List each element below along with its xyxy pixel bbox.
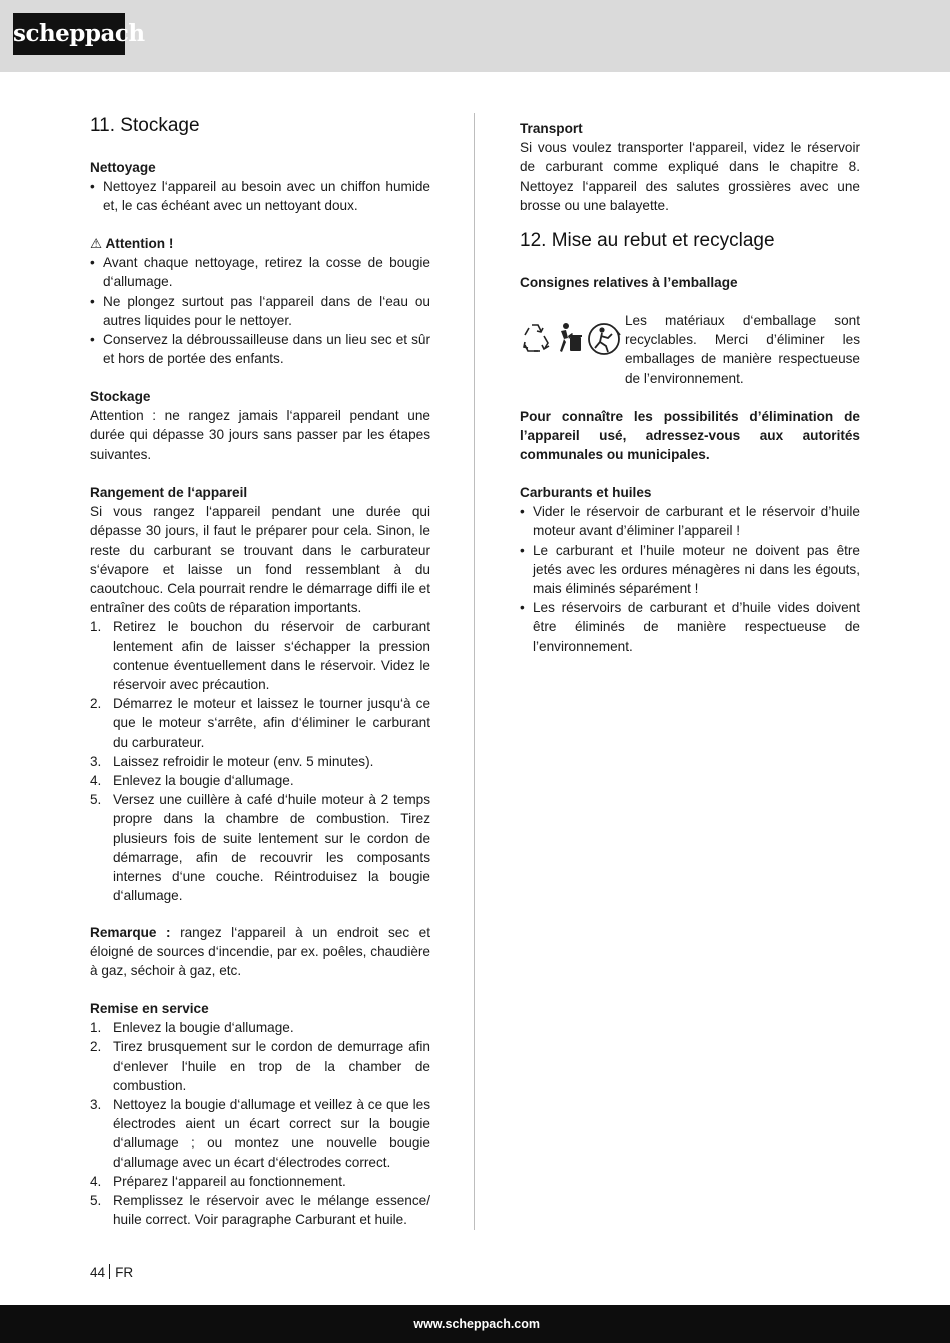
stockage-text: Attention : ne rangez jamais l‘appareil pendant une durée qui dépasse 30 jours sans passer par les étapes suivantes. [90, 408, 430, 462]
emballage-heading-block [520, 273, 860, 292]
recycle-icon [524, 325, 549, 351]
page-footer [0, 1305, 950, 1343]
list-item: 4. Enlevez la bougie d‘allumage. [90, 773, 294, 789]
attention-block [90, 234, 430, 368]
remarque-label: Remarque : [90, 925, 171, 940]
rangement-block [90, 483, 430, 905]
list-item: • Nettoyez l‘appareil au besoin avec un chiffon humide et, le cas échéant avec un nettoyant doux. [90, 179, 430, 214]
nettoyage-block [90, 158, 430, 216]
tidyman-bin-icon [560, 323, 582, 352]
nettoyage-heading: Nettoyage [90, 160, 156, 175]
list-item: 2. Démarrez le moteur et laissez le tourner jusqu‘à ce que le moteur s‘arrête, afin d‘éliminer le carburant du carburateur. [90, 696, 430, 750]
column-divider [474, 113, 475, 1230]
list-item: • Les réservoirs de carburant et d’huile vides doivent être éliminés de manière respectueuse de l’environnement. [520, 600, 860, 654]
remise-heading: Remise en service [90, 1001, 209, 1016]
section-title-12: 12. Mise au rebut et recyclage [520, 230, 775, 251]
transport-text: Si vous voulez transporter l‘appareil, videz le réservoir de carburant comme expliqué dans le chapitre 8. Nettoyez l‘appareil des salutes grossières avec une brosse ou une balayette. [520, 140, 860, 213]
list-item: • Avant chaque nettoyage, retirez la cosse de bougie d‘allumage. [90, 255, 430, 290]
carburants-block [520, 483, 860, 656]
list-item: 1. Retirez le bouchon du réservoir de carburant lentement afin de laisser s‘échapper la pression contenue éventuellement dans le réservoir. Videz le réservoir avec précaution. [90, 619, 430, 693]
recycling-person-icon [589, 324, 620, 354]
page-separator [109, 1264, 110, 1279]
stockage-block [90, 387, 430, 464]
transport-block [520, 119, 860, 215]
remarque-block [90, 923, 430, 981]
warning-icon: ⚠ [90, 236, 103, 251]
rangement-text: Si vous rangez l‘appareil pendant une durée qui dépasse 30 jours, il faut le préparer pour cela. Sinon, le reste du carburant se trouvant dans le carburateur s‘évapore et laisse un fond ressemblant à du caoutchouc. Cela pourrait rendre le démarrage diffi ile et entraîner des coûts de réparation importants. [90, 504, 430, 616]
remise-block [90, 999, 430, 1229]
disposal-icons [520, 318, 624, 360]
brand-logo: scheppach [13, 13, 125, 55]
carburants-heading: Carburants et huiles [520, 485, 652, 500]
attention-heading: ⚠ Attention ! [90, 236, 174, 251]
emballage-text: Les matériaux d‘emballage sont recyclables. Merci d’éliminer les emballages de manière respectueuse de l’environnement. [625, 313, 860, 386]
page-number: 44 FR [90, 1265, 134, 1280]
page-header [0, 0, 950, 72]
website-link[interactable]: www.scheppach.com [413, 1317, 540, 1331]
list-item: 5. Remplissez le réservoir avec le mélange essence/ huile correct. Voir paragraphe Carburant et huile. [90, 1193, 430, 1228]
list-item: 4. Préparez l‘appareil au fonctionnement. [90, 1173, 346, 1189]
list-item: 1. Enlevez la bougie d‘allumage. [90, 1020, 294, 1036]
list-item: 5. Versez une cuillère à café d‘huile moteur à 2 temps propre dans la chambre de combustion. Tirez plusieurs fois de suite lentement sur le cordon de démarrage, afin de recouvrir les composants internes d‘une couche. Réintroduisez la bougie d‘allumage. [90, 792, 430, 904]
stockage-heading: Stockage [90, 389, 151, 404]
list-item: • Ne plongez surtout pas l‘appareil dans de l‘eau ou autres liquides pour le nettoyer. [90, 293, 430, 328]
elimination-note: Pour connaître les possibilités d’élimination de l’appareil usé, adressez-vous aux autorités communales ou municipales. [520, 409, 860, 463]
list-item: • Conservez la débroussailleuse dans un lieu sec et sûr et hors de portée des enfants. [90, 332, 430, 367]
transport-heading: Transport [520, 121, 583, 136]
rangement-heading: Rangement de l‘appareil [90, 485, 248, 500]
section-title-11: 11. Stockage [90, 115, 200, 136]
list-item: • Vider le réservoir de carburant et le réservoir d’huile moteur avant d’éliminer l’appareil ! [520, 504, 860, 539]
list-item: • Le carburant et l’huile moteur ne doivent pas être jetés avec les ordures ménagères ni dans les égouts, mais éliminés séparément ! [520, 542, 860, 597]
list-item: 3. Laissez refroidir le moteur (env. 5 minutes). [90, 753, 374, 769]
list-item: 3. Nettoyez la bougie d‘allumage et veillez à ce que les électrodes aient un écart correct sur la bougie d‘allumage ; ou montez une nouvelle bougie d‘allumage avec un écart d‘électrodes correct. [90, 1097, 430, 1170]
list-item: 2. Tirez brusquement sur le cordon de demurrage afin d‘enlever l‘huile en trop de la chamber de combustion. [90, 1039, 430, 1093]
remarque-text: rangez l‘appareil à un endroit sec et éloigné de sources d‘incendie, par ex. poêles, chaudière à gaz, séchoir à gaz, etc. [90, 925, 430, 979]
emballage-heading: Consignes relatives à l’emballage [520, 275, 738, 290]
